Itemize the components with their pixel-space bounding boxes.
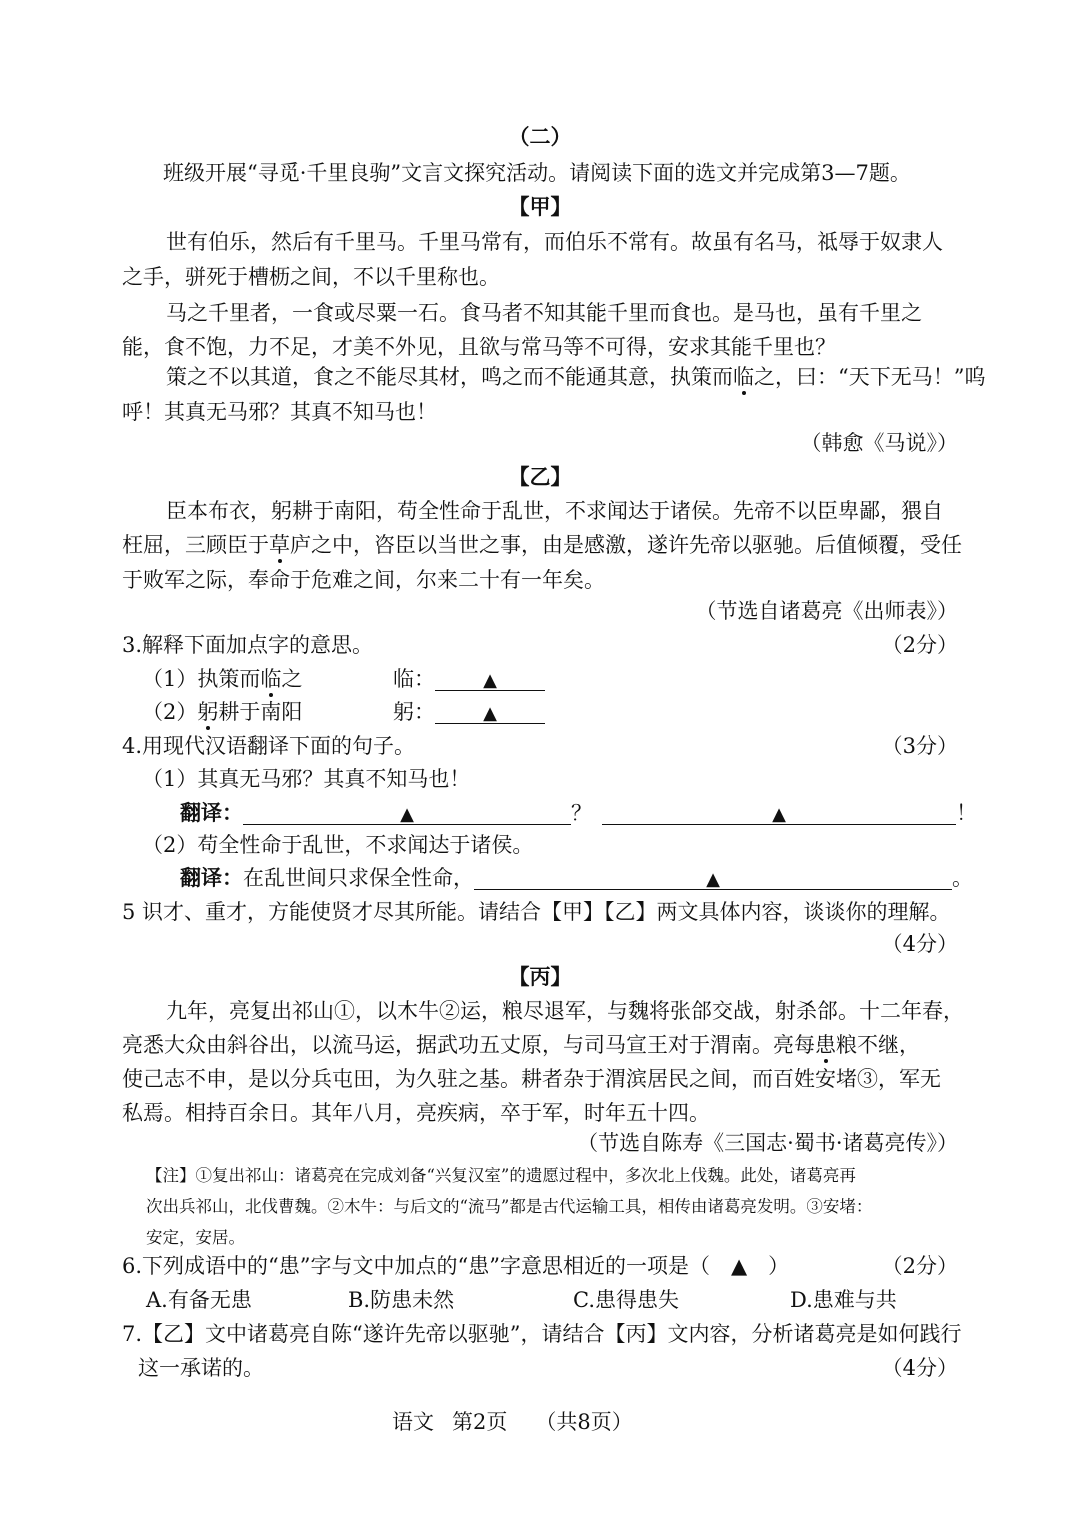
- passage-bing-label: 【丙】: [508, 964, 572, 989]
- q6-option-c[interactable]: C.患得患失: [573, 1288, 679, 1312]
- q3-item1: （1）执策而临之: [142, 667, 303, 691]
- q6-option-a[interactable]: A.有备无患: [146, 1288, 252, 1312]
- page-footer: 语文 第2页 （共8页）: [392, 1410, 633, 1434]
- note-line3: 安定，安居。: [146, 1228, 245, 1247]
- q4-blank1a[interactable]: ▲: [243, 802, 571, 825]
- q4-item2: （2）苟全性命于乱世，不求闻达于诸侯。: [142, 833, 534, 857]
- q4-stem: 4.用现代汉语翻译下面的句子。: [122, 734, 416, 758]
- q4-translation1: 翻译： ▲ ？ ▲ ！: [180, 800, 977, 825]
- q7-score: （4分）: [881, 1356, 958, 1380]
- jia-p2-line1: 马之千里者，一食或尽粟一石。食马者不知其能千里而食也。是马也，虽有千里之: [166, 301, 922, 325]
- jia-p1-line1: 世有伯乐，然后有千里马。千里马常有，而伯乐不常有。故虽有名马，祗辱于奴隶人: [166, 230, 943, 254]
- dotted-char-lin: 临: [733, 365, 754, 389]
- q3-answer1: 临： ▲: [393, 664, 545, 694]
- bing-line3: 使己志不申，是以分兵屯田，为久驻之基。耕者杂于渭滨居民之间，而百姓安堵③，军无: [122, 1067, 941, 1091]
- q5-score: （4分）: [881, 932, 958, 956]
- jia-p3-line2: 呼！其真无马邪？其真不知马也！: [122, 400, 437, 424]
- q3-score: （2分）: [881, 633, 958, 657]
- passage-yi-label: 【乙】: [508, 464, 572, 489]
- q3-answer2: 躬： ▲: [393, 697, 545, 727]
- q3-item2: （2）躬耕于南阳: [142, 700, 303, 724]
- dotted-char-huan: 患: [815, 1033, 836, 1057]
- intro-text: 班级开展“寻觅·千里良驹”文言文探究活动。请阅读下面的选文并完成第3—7题。: [163, 161, 911, 185]
- dotted-char-lin-q3: 临: [260, 667, 282, 691]
- bing-line1: 九年，亮复出祁山①，以木牛②运，粮尽退军，与魏将张郃交战，射杀郃。十二年春，: [166, 999, 964, 1023]
- q6-option-b[interactable]: B.防患未然: [348, 1288, 455, 1312]
- q4-item1: （1）其真无马邪？其真不知马也！: [142, 767, 471, 791]
- passage-jia-label: 【甲】: [508, 194, 572, 219]
- yi-line2: 枉屈，三顾臣于草庐之中，咨臣以当世之事，由是感激，遂许先帝以驱驰。后值倾覆，受任: [122, 533, 962, 557]
- yi-line1: 臣本布衣，躬耕于南阳，苟全性命于乱世，不求闻达于诸侯。先帝不以臣卑鄙，猥自: [166, 499, 943, 523]
- jia-p1-line2: 之手，骈死于槽枥之间，不以千里称也。: [122, 265, 500, 289]
- section-title: （二）: [508, 124, 572, 149]
- jia-source: （韩愈《马说》）: [800, 431, 958, 455]
- bing-source: （节选自陈寿《三国志·蜀书·诸葛亮传》）: [577, 1131, 958, 1155]
- q7-line2: 这一承诺的。: [138, 1356, 264, 1380]
- yi-line3: 于败军之际，奉命于危难之间，尔来二十有一年矣。: [122, 568, 605, 592]
- dotted-char-cao: 草: [269, 533, 290, 557]
- note-line1: 【注】①复出祁山：诸葛亮在完成刘备“兴复汉室”的遗愿过程中，多次北上伐魏。此处，诸葛亮再: [146, 1166, 856, 1185]
- q4-blank1b[interactable]: ▲: [602, 802, 956, 825]
- q6-score: （2分）: [881, 1254, 958, 1278]
- q3-blank1[interactable]: ▲: [435, 668, 545, 691]
- q6-option-d[interactable]: D.患难与共: [790, 1288, 897, 1312]
- q5-stem: 5 识才、重才，方能使贤才尽其所能。请结合【甲】【乙】两文具体内容，谈谈你的理解。: [122, 900, 951, 924]
- q6-stem: 6.下列成语中的“患”字与文中加点的“患”字意思相近的一项是（ ▲ ）: [122, 1254, 790, 1278]
- q4-score: （3分）: [881, 734, 958, 758]
- q3-blank2[interactable]: ▲: [435, 701, 545, 724]
- q7-line1: 7.【乙】文中诸葛亮自陈“遂许先帝以驱驰”，请结合【丙】文内容，分析诸葛亮是如何践行: [122, 1322, 962, 1346]
- jia-p2-line2: 能，食不饱，力不足，才美不外见，且欲与常马等不可得，安求其能千里也？: [122, 335, 836, 359]
- yi-source: （节选自诸葛亮《出师表》）: [695, 599, 958, 623]
- q4-translation2: 翻译：在乱世间只求保全性命， ▲ 。: [180, 865, 973, 890]
- q4-blank2[interactable]: ▲: [474, 867, 952, 890]
- bing-line2: 亮悉大众由斜谷出，以流马运，据武功五丈原，与司马宣王对于渭南。亮每患粮不继，: [122, 1033, 920, 1057]
- jia-p3-line1: 策之不以其道，食之不能尽其材，鸣之而不能通其意，执策而临之，曰：“天下无马！”呜: [166, 365, 986, 389]
- dotted-char-gong: 躬: [197, 700, 219, 724]
- bing-line4: 私焉。相持百余日。其年八月，亮疾病，卒于军，时年五十四。: [122, 1101, 710, 1125]
- note-line2: 次出兵祁山，北伐曹魏。②木牛：与后文的“流马”都是古代运输工具，相传由诸葛亮发明。③安堵：: [146, 1197, 873, 1216]
- q3-stem: 3.解释下面加点字的意思。: [122, 633, 374, 657]
